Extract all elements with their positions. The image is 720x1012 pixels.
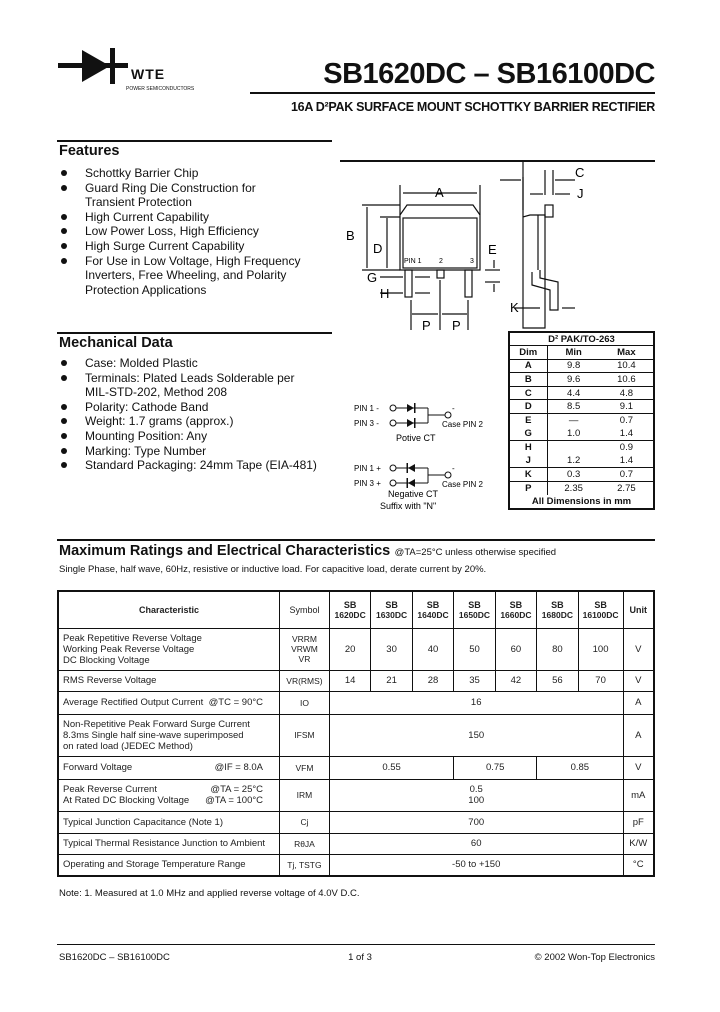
symbol: RθJA — [280, 833, 330, 854]
cell: 9.8 — [547, 359, 600, 373]
value — [329, 779, 623, 811]
text: VRRM — [291, 634, 317, 644]
features-heading: Features — [59, 143, 120, 159]
part-prefix: SB — [343, 599, 357, 610]
cell: E — [509, 414, 547, 428]
cell: D — [509, 400, 547, 414]
page-number: 1 of 3 — [348, 952, 372, 963]
symbol: IO — [280, 691, 330, 714]
unit: mA — [623, 779, 654, 811]
characteristic: Typical Junction Capacitance (Note 1) — [58, 811, 280, 833]
value: -50 to +150 — [329, 854, 623, 876]
value: 14 — [329, 670, 370, 691]
cell: — — [547, 414, 600, 428]
positive-ct-label: Potive CT — [396, 433, 436, 443]
list-item: For Use in Low Voltage, High Frequency — [57, 254, 347, 269]
unit: °C — [623, 854, 654, 876]
value: 40 — [412, 628, 453, 670]
ratings-table — [57, 590, 655, 877]
text: Working Peak Reverse Voltage — [63, 643, 195, 655]
table-row — [58, 756, 654, 779]
divider — [57, 140, 332, 142]
pin-label: PIN 3 - — [354, 419, 379, 428]
cell: C — [509, 386, 547, 400]
pin2-label: 2 — [439, 258, 443, 265]
part-number: 1640DC — [417, 609, 449, 620]
table-note: Note: 1. Measured at 1.0 MHz and applied reverse voltage of 4.0V D.C. — [59, 888, 360, 899]
text: 8.3ms Single half sine-wave superimposed — [63, 729, 244, 741]
table-row — [509, 482, 654, 496]
part-prefix: SB — [551, 599, 564, 610]
list-item: Weight: 1.7 grams (approx.) — [57, 414, 347, 429]
table-row — [58, 691, 654, 714]
list-item: Schottky Barrier Chip — [57, 166, 347, 181]
divider — [57, 332, 332, 334]
pin3-label: 3 — [470, 258, 474, 265]
col-header — [495, 591, 536, 628]
list-item: Polarity: Cathode Band — [57, 400, 347, 415]
list-item: Case: Molded Plastic — [57, 356, 347, 371]
text: 0.5 — [469, 784, 483, 795]
col-header — [412, 591, 453, 628]
characteristic: Operating and Storage Temperature Range — [58, 854, 280, 876]
value: 80 — [537, 628, 578, 670]
unit: pF — [623, 811, 654, 833]
mechanical-heading: Mechanical Data — [59, 335, 173, 351]
circuit-diagrams — [350, 398, 500, 513]
col-header: Dim — [509, 346, 547, 360]
table-row — [509, 359, 654, 373]
cell: 4.8 — [600, 386, 654, 400]
col-header — [537, 591, 578, 628]
table-row — [509, 441, 654, 455]
part-number: 1620DC — [334, 609, 366, 620]
diode-icon — [407, 403, 416, 488]
list-item: High Current Capability — [57, 210, 347, 225]
symbol: VFM — [280, 756, 330, 779]
cell: 0.7 — [600, 414, 654, 428]
dim-table-footer: All Dimensions in mm — [531, 495, 632, 507]
characteristic — [58, 628, 280, 670]
value: 50 — [454, 628, 495, 670]
pin1-label: PIN 1 — [404, 258, 422, 265]
list-item: Protection Applications — [85, 282, 207, 297]
value: 35 — [454, 670, 495, 691]
table-row — [509, 400, 654, 414]
value: 20 — [329, 628, 370, 670]
unit: V — [623, 670, 654, 691]
dim-label-p: P — [422, 318, 431, 333]
table-row — [509, 386, 654, 400]
text: VRWM — [291, 644, 318, 654]
dim-label-g: G — [367, 270, 378, 285]
characteristic — [58, 714, 280, 756]
value: 28 — [412, 670, 453, 691]
value: 60 — [329, 833, 623, 854]
list-item: Guard Ring Die Construction for — [57, 181, 347, 196]
cell: 1.4 — [619, 455, 633, 467]
col-header: Min — [565, 346, 582, 358]
value: 42 — [495, 670, 536, 691]
unit: A — [623, 691, 654, 714]
value: 56 — [537, 670, 578, 691]
dim-label-j: J — [577, 186, 584, 201]
copyright: © 2002 Won-Top Electronics — [534, 952, 655, 963]
list-item: Inverters, Free Wheeling, and Polarity — [85, 268, 287, 283]
footer-part-range: SB1620DC – SB16100DC — [59, 952, 170, 963]
table-row — [58, 714, 654, 756]
text: on rated load (JEDEC Method) — [63, 740, 193, 752]
dim-label-p: P — [452, 318, 461, 333]
part-prefix: SB — [385, 599, 398, 610]
cell: J — [509, 454, 547, 468]
part-number: 1680DC — [541, 609, 573, 620]
part-prefix: SB — [426, 599, 440, 610]
value: 700 — [329, 811, 623, 833]
list-item: Standard Packaging: 24mm Tape (EIA-481) — [57, 458, 347, 473]
part-number: 1660DC — [500, 609, 532, 620]
characteristic — [58, 779, 280, 811]
cell: B — [509, 373, 547, 387]
text: Peak Repetitive Reverse Voltage — [63, 632, 202, 644]
polarity-label: - — [452, 464, 455, 473]
part-prefix: SB — [594, 599, 607, 610]
cell — [547, 441, 600, 455]
list-item: Terminals: Plated Leads Solderable per — [57, 371, 347, 386]
table-row — [509, 414, 654, 428]
text: 100 — [468, 795, 485, 806]
col-header — [329, 591, 370, 628]
table-row — [58, 833, 654, 854]
list-item: Low Power Loss, High Efficiency — [57, 224, 347, 239]
case-pin-label: Case PIN 2 — [442, 420, 483, 429]
part-number: 1630DC — [375, 609, 408, 620]
characteristic — [58, 756, 280, 779]
table-row — [509, 427, 654, 441]
value: 0.85 — [537, 756, 623, 779]
cell: 1.4 — [619, 428, 633, 440]
col-header: Max — [617, 346, 636, 358]
condition: @IF = 8.0A — [214, 762, 264, 773]
dim-label-a: A — [435, 185, 444, 200]
ratings-condition: @TA=25°C unless otherwise specified — [394, 547, 557, 558]
text: Peak Reverse Current — [63, 784, 157, 795]
unit: V — [623, 756, 654, 779]
cell: K — [509, 468, 547, 482]
characteristic — [58, 691, 280, 714]
dim-label-h: H — [380, 286, 390, 301]
text: DC Blocking Voltage — [63, 654, 150, 666]
condition: @TA = 100°C — [205, 795, 264, 806]
part-number: 1650DC — [458, 609, 491, 620]
table-row — [58, 628, 654, 670]
symbol: IRM — [280, 779, 330, 811]
page-subtitle: 16A D²PAK SURFACE MOUNT SCHOTTKY BARRIER RECTIFIER — [291, 100, 655, 114]
characteristic: RMS Reverse Voltage — [58, 670, 280, 691]
table-row — [58, 811, 654, 833]
characteristic: Typical Thermal Resistance Junction to Ambient — [58, 833, 280, 854]
cell: 2.75 — [600, 482, 654, 496]
diode-logo-icon — [58, 48, 128, 84]
table-row — [509, 468, 654, 482]
symbol: Cj — [280, 811, 330, 833]
dim-label-b: B — [346, 228, 355, 243]
cell: 1.0 — [567, 428, 581, 440]
value: 16 — [329, 691, 623, 714]
table-row — [509, 454, 654, 468]
value: 70 — [578, 670, 623, 691]
value: 30 — [371, 628, 412, 670]
value: 150 — [329, 714, 623, 756]
ratings-heading: Maximum Ratings and Electrical Characteristics — [59, 543, 391, 559]
col-header: Characteristic — [58, 591, 280, 628]
features-list — [57, 166, 347, 297]
col-header — [578, 591, 623, 628]
cell: 10.4 — [600, 359, 654, 373]
cell: 8.5 — [547, 400, 600, 414]
list-item: Marking: Type Number — [57, 444, 347, 459]
condition: @TA = 25°C — [210, 784, 264, 795]
cell: G — [509, 427, 547, 441]
value: 21 — [371, 670, 412, 691]
value: 100 — [578, 628, 623, 670]
col-header: Symbol — [280, 591, 330, 628]
divider — [57, 539, 655, 541]
list-item: MIL-STD-202, Method 208 — [85, 385, 228, 400]
dim-label-k: K — [510, 300, 519, 315]
table-row — [509, 373, 654, 387]
package-outline-drawing — [340, 160, 600, 335]
unit: V — [623, 628, 654, 670]
condition: @TC = 90°C — [208, 697, 264, 708]
pin-label: PIN 3 + — [354, 479, 381, 488]
symbol: IFSM — [280, 714, 330, 756]
dim-label-e: E — [488, 242, 497, 257]
table-row — [58, 854, 654, 876]
col-header: Unit — [623, 591, 654, 628]
unit: A — [623, 714, 654, 756]
value: 0.75 — [454, 756, 537, 779]
polarity-label: - — [452, 404, 455, 413]
cell: 10.6 — [600, 373, 654, 387]
cell: H — [509, 441, 547, 455]
page-title: SB1620DC – SB16100DC — [323, 58, 655, 90]
pin-label: PIN 1 - — [354, 404, 379, 413]
part-prefix: SB — [509, 599, 523, 610]
cell: 4.4 — [547, 386, 600, 400]
table-row — [58, 670, 654, 691]
cell: P — [509, 482, 547, 496]
logo-subtext: POWER SEMICONDUCTORS — [126, 86, 195, 92]
negative-ct-suffix: Suffix with "N" — [380, 501, 437, 511]
col-header — [454, 591, 495, 628]
negative-ct-label: Negative CT — [388, 489, 439, 499]
cell: 9.1 — [600, 400, 654, 414]
mechanical-list — [57, 356, 347, 473]
case-pin-label: Case PIN 2 — [442, 480, 483, 489]
pin-label: PIN 1 + — [354, 464, 381, 473]
list-item: Transient Protection — [85, 195, 192, 210]
part-number: 16100DC — [582, 609, 619, 620]
divider — [250, 92, 655, 94]
col-header — [371, 591, 412, 628]
dim-label-c: C — [575, 165, 585, 180]
cell: 0.3 — [547, 468, 600, 482]
text: Forward Voltage — [63, 762, 133, 773]
cell: A — [509, 359, 547, 373]
part-prefix: SB — [468, 599, 481, 610]
text: Average Rectified Output Current — [63, 697, 204, 708]
ratings-heading-row — [59, 542, 556, 560]
cell: 9.6 — [547, 373, 600, 387]
table-header-row — [58, 591, 654, 628]
cell: 0.9 — [600, 441, 654, 455]
cell: 2.35 — [547, 482, 600, 496]
text: At Rated DC Blocking Voltage — [63, 795, 190, 806]
dim-table-title: D² PAK/TO-263 — [509, 332, 654, 346]
dimension-table — [508, 331, 655, 510]
value: 60 — [495, 628, 536, 670]
logo-text: WTE — [131, 66, 166, 82]
ratings-note-line: Single Phase, half wave, 60Hz, resistive or inductive load. For capacitive load, derate current by 20%. — [59, 564, 487, 575]
cell: 1.2 — [567, 455, 581, 467]
symbol: VR(RMS) — [280, 670, 330, 691]
list-item: High Surge Current Capability — [57, 239, 347, 254]
divider — [57, 944, 655, 945]
table-row — [58, 779, 654, 811]
list-item: Mounting Position: Any — [57, 429, 347, 444]
symbol: Tj, TSTG — [280, 854, 330, 876]
text: Non-Repetitive Peak Forward Surge Current — [63, 718, 250, 730]
unit: K/W — [623, 833, 654, 854]
symbol — [280, 628, 330, 670]
dim-label-d: D — [373, 241, 383, 256]
logo — [58, 48, 208, 98]
text: VR — [298, 654, 311, 664]
value: 0.55 — [329, 756, 453, 779]
cell: 0.7 — [600, 468, 654, 482]
